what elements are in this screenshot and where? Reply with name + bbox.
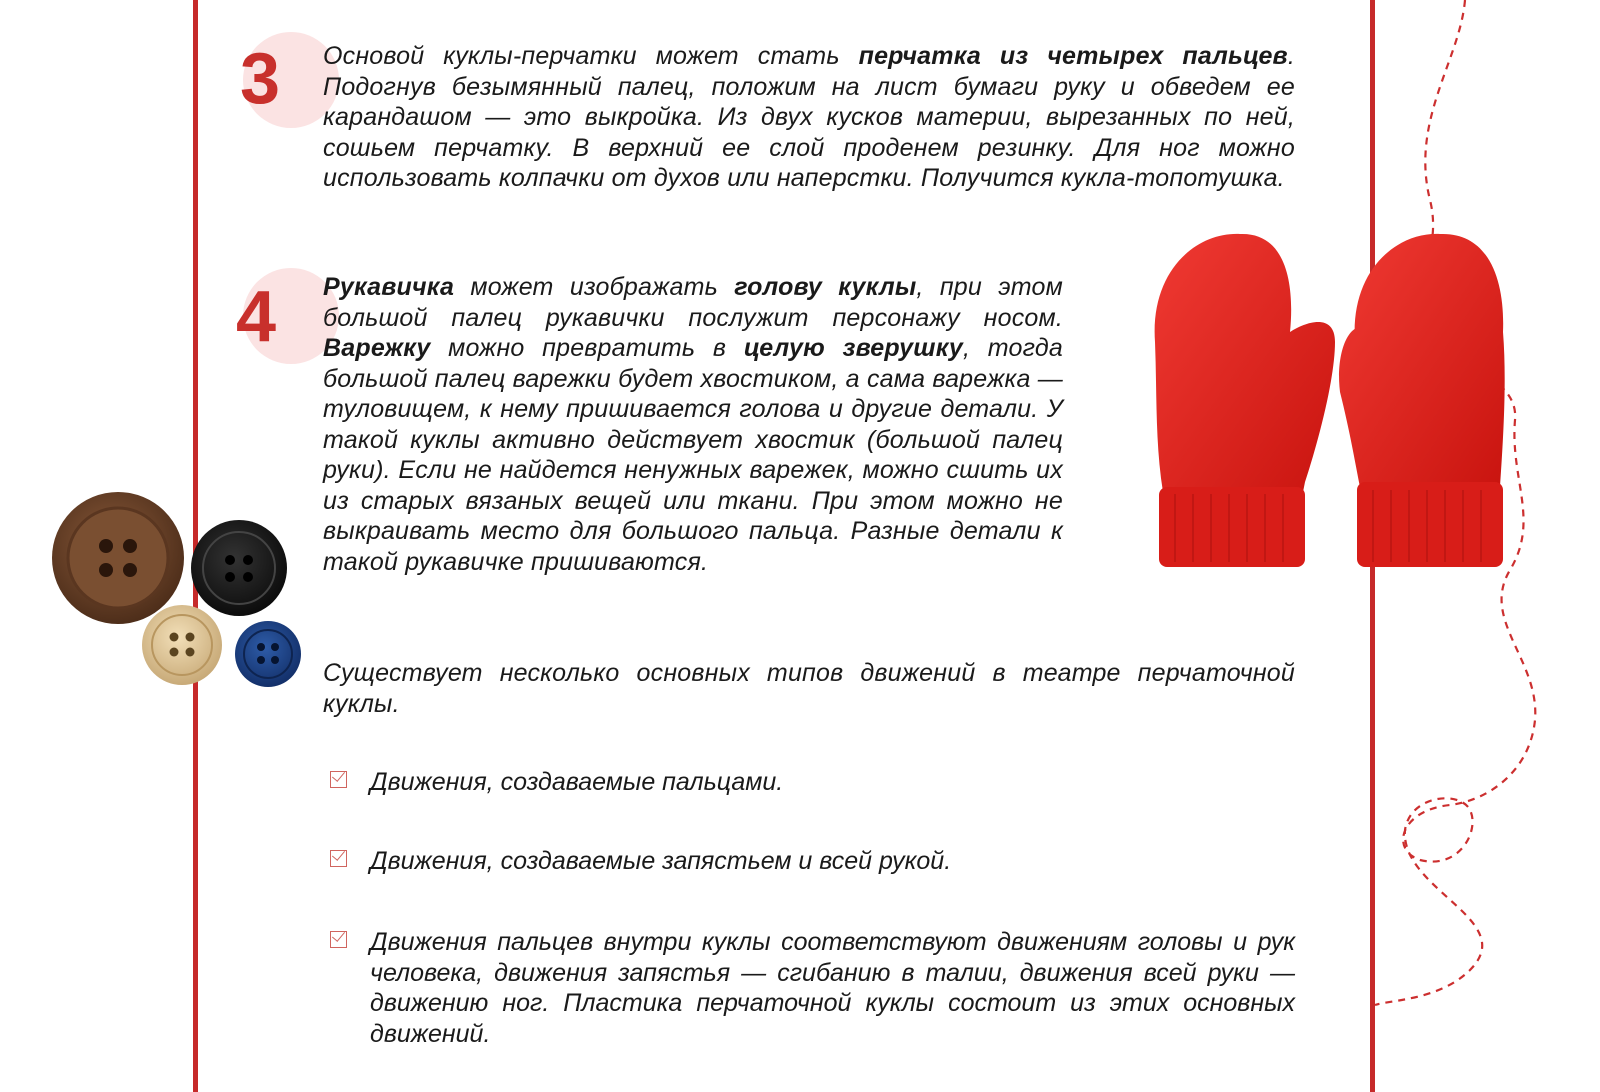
step-4-bold-1: Рукавичка — [323, 273, 455, 301]
step-4-bold-4: целую зверушку — [743, 334, 963, 362]
step-3-paragraph — [323, 41, 1295, 194]
checkbox-icon — [330, 771, 347, 788]
checkbox-icon — [330, 850, 347, 867]
checklist-item-text: Движения, создаваемые пальцами. — [370, 768, 784, 796]
step-4-text-1: может изображать — [454, 273, 735, 301]
red-mittens-icon — [1145, 232, 1515, 577]
step-3-number: 3 — [240, 39, 281, 119]
sewing-buttons-icon — [45, 488, 310, 693]
step-4-paragraph — [323, 272, 1063, 577]
step-4-bold-3: Варежку — [323, 334, 431, 362]
step-4-text-3: можно превратить в — [430, 334, 744, 362]
checklist-item-text: Движения пальцев внутри куклы соответствуют движениям головы и рук человека, движения запястья — сгибанию в талии, движения всей руки — движению ног. Пластика перчаточной куклы состоит из этих основных движений. — [370, 928, 1295, 1048]
step-4-text-2: , при этом большой палец рукавички послужит персонажу носом. — [323, 273, 1063, 332]
movement-types-intro: Существует несколько основных типов движений в театре перчаточной куклы. — [323, 659, 1295, 718]
step-3-text-2: . Подогнув безымянный палец, положим на лист бумаги руку и обведем ее карандашом — это выкройка. Из двух кусков материи, вырезанных по ней, сошьем перчатку. В верхний ее слой проденем резинку. Для ног можно использовать колпачки от духов или наперстки. Получится кукла-топотушка. — [323, 42, 1295, 192]
step-4-text-4: , тогда большой палец варежки будет хвостиком, а сама варежка — туловищем, к нему пришивается голова и другие детали. У такой куклы активно действует хвостик (большой палец руки). Если не найдется ненужных варежек, можно сшить их из старых вязаных вещей или ткани. При этом можно не выкраивать место для большого пальца. Разные детали к такой рукавичке пришиваются. — [323, 334, 1063, 576]
checkbox-icon — [330, 931, 347, 948]
step-4-bold-2: голову куклы — [734, 273, 917, 301]
step-3-bold-1: перчатка из четырех пальцев — [858, 42, 1288, 70]
checklist-item-text: Движения, создаваемые запястьем и всей рукой. — [370, 847, 952, 875]
step-3-text-1: Основой куклы-перчатки может стать — [323, 42, 859, 70]
step-4-number: 4 — [236, 277, 277, 357]
